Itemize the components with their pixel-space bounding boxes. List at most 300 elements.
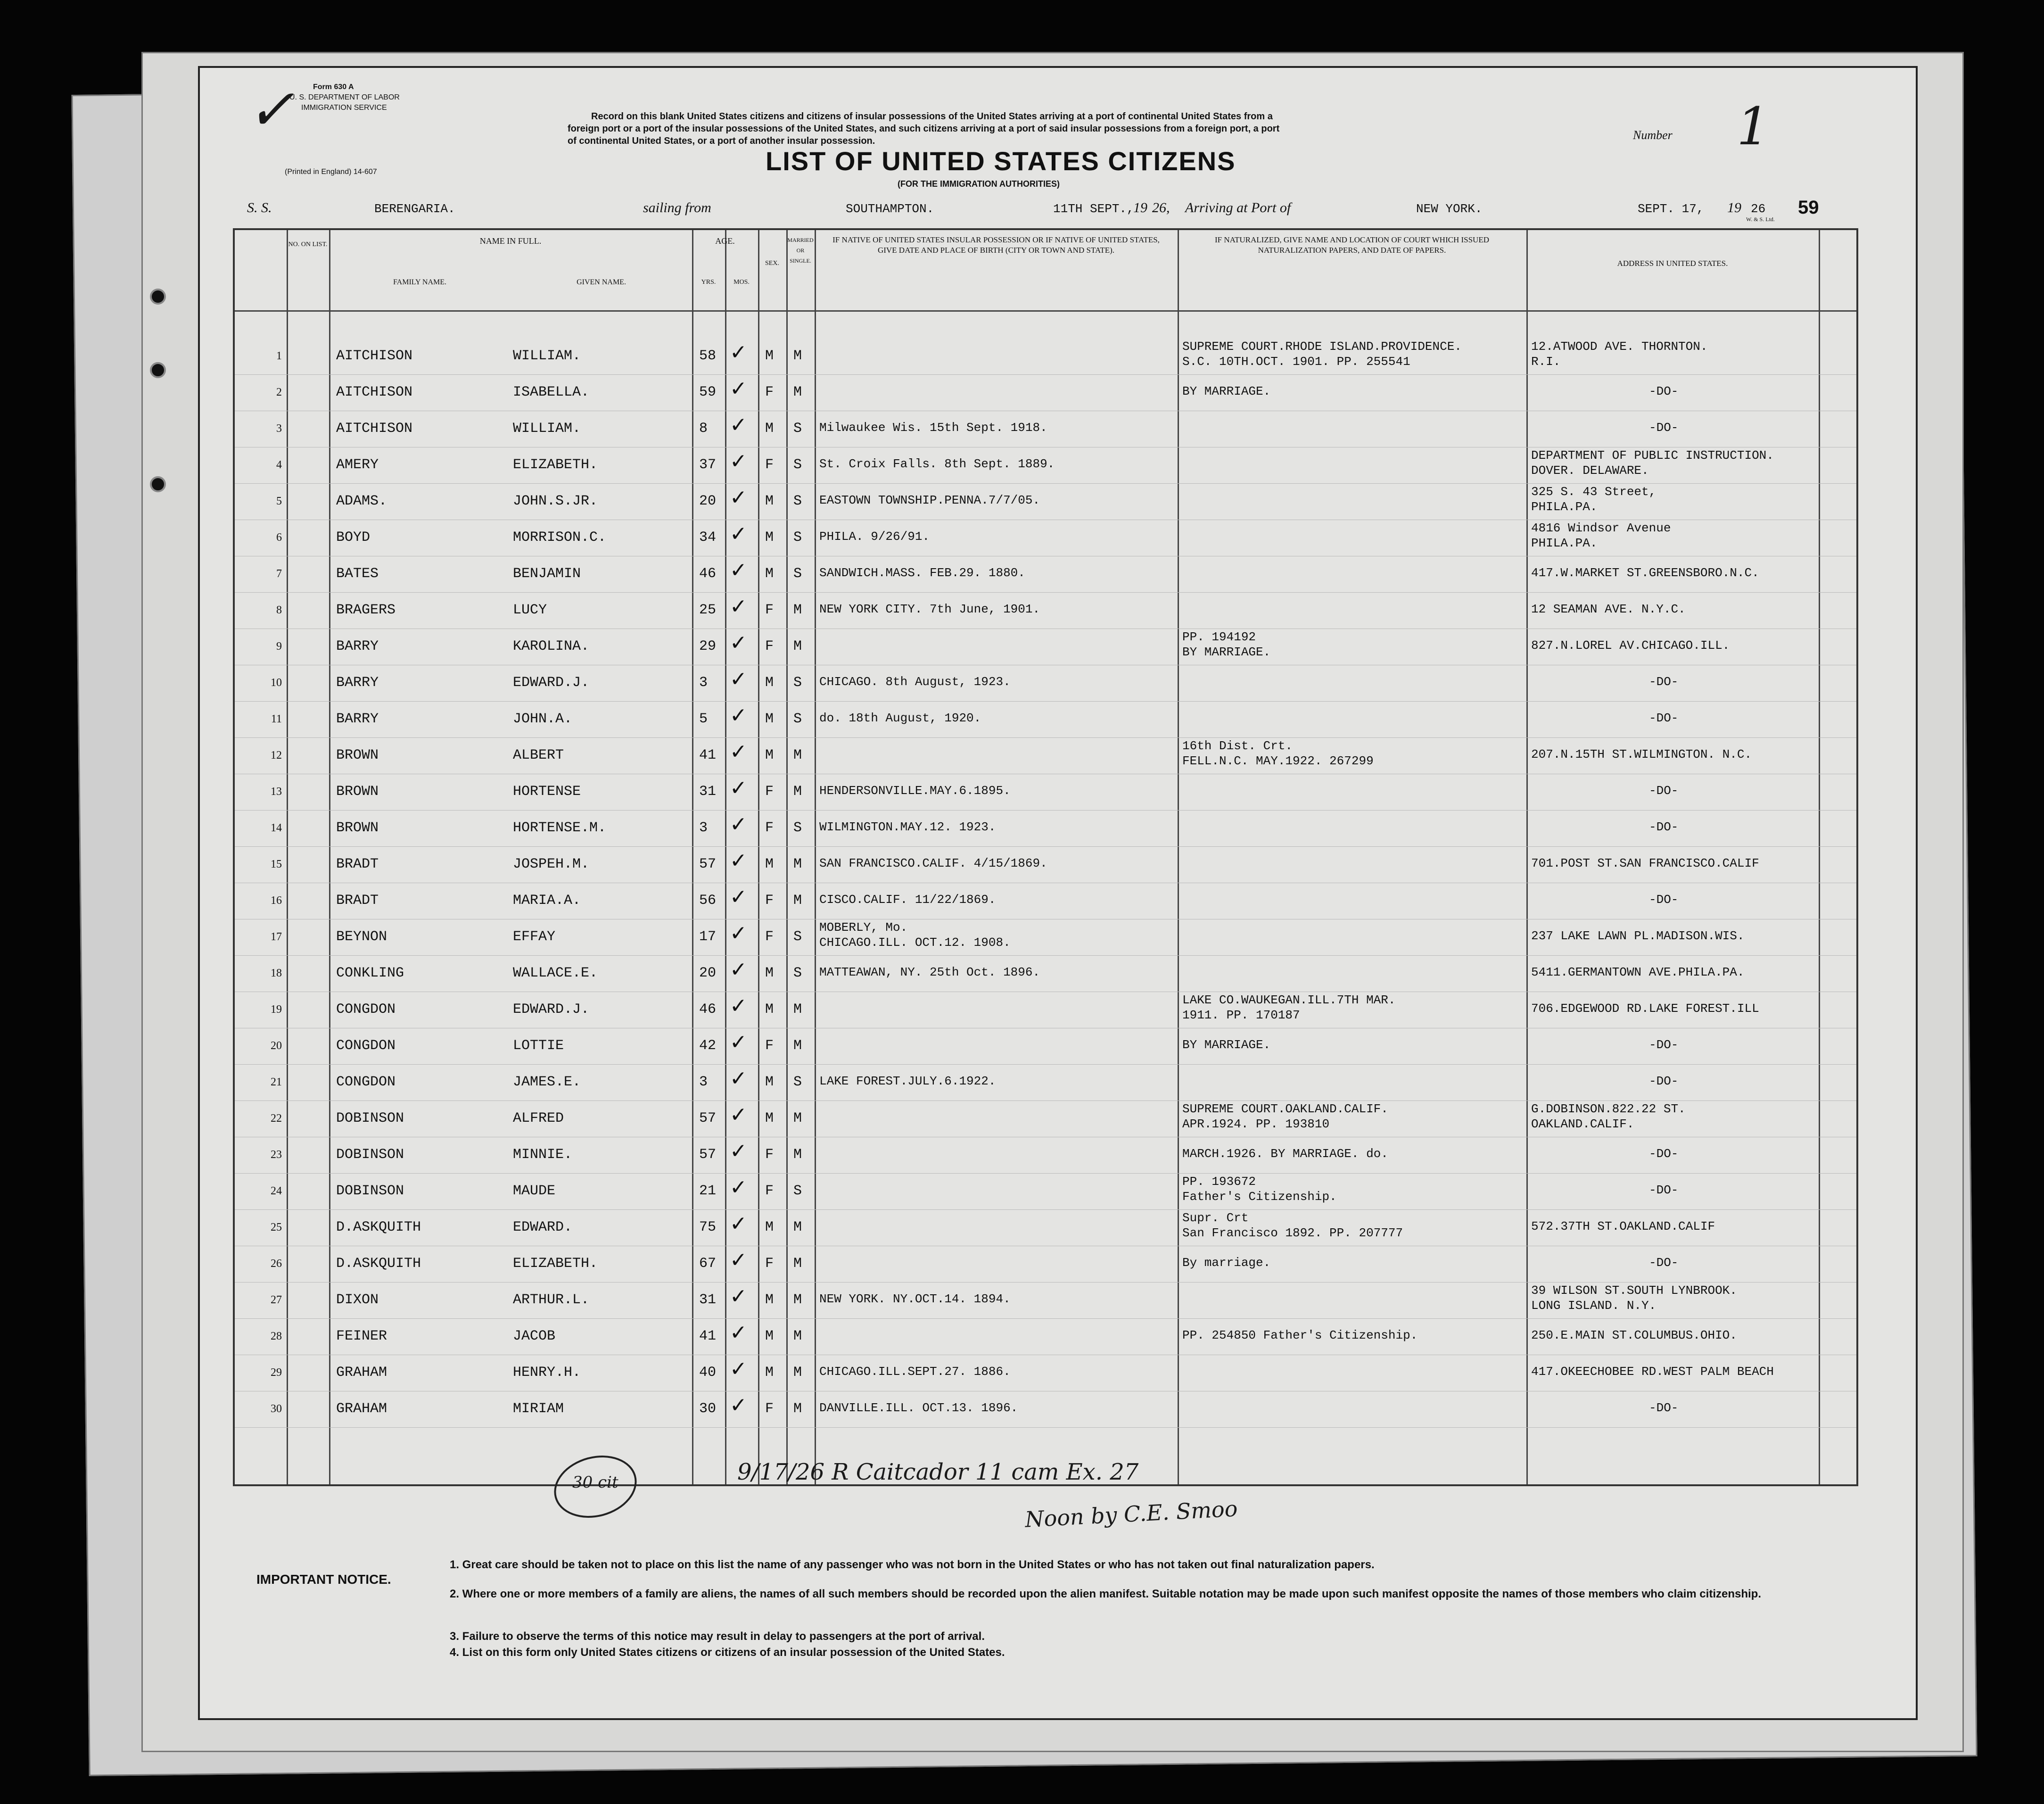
table-row: [235, 413, 1856, 452]
address: 207.N.15TH ST.WILMINGTON. N.C.: [1531, 747, 1752, 761]
family-name: BARRY: [336, 711, 379, 727]
given-name: MAUDE: [513, 1183, 556, 1199]
check-mark-icon: ✓: [730, 1248, 747, 1272]
family-name: CONGDON: [336, 1074, 396, 1090]
check-mark-icon: ✓: [730, 958, 747, 982]
number-value: 1: [1737, 96, 1770, 157]
given-name: WILLIAM.: [513, 348, 581, 364]
age-years: 31: [699, 784, 717, 800]
given-name: LUCY: [513, 602, 547, 618]
age-years: 30: [699, 1401, 717, 1417]
row-number: 15: [271, 858, 282, 870]
given-name: LOTTIE: [513, 1038, 564, 1054]
family-name: GRAHAM: [336, 1365, 387, 1381]
birth-place: WILMINGTON.MAY.12. 1923.: [819, 820, 996, 834]
age-years: 56: [699, 893, 717, 909]
col-age: AGE.: [715, 236, 735, 246]
marital-status: S: [793, 566, 802, 582]
given-name: JOSPEH.M.: [513, 856, 590, 872]
sex: F: [765, 929, 774, 945]
page-title: LIST OF UNITED STATES CITIZENS: [766, 146, 1236, 176]
marital-status: M: [793, 784, 802, 800]
check-mark-icon: ✓: [730, 558, 747, 582]
marital-status: M: [793, 638, 802, 654]
naturalization-1: 16th Dist. Crt.: [1182, 739, 1293, 753]
table-row: [235, 1393, 1856, 1432]
address: -DO-: [1649, 384, 1679, 398]
birth-place: HENDERSONVILLE.MAY.6.1895.: [819, 784, 1011, 798]
address: 12 SEAMAN AVE. N.Y.C.: [1531, 602, 1686, 616]
address: 701.POST ST.SAN FRANCISCO.CALIF: [1531, 856, 1759, 870]
check-mark-icon: ✓: [730, 1067, 747, 1091]
given-name: WALLACE.E.: [513, 965, 598, 981]
row-number: 14: [271, 822, 282, 834]
naturalization-1: PP. 193672: [1182, 1175, 1256, 1189]
given-name: JAMES.E.: [513, 1074, 581, 1090]
given-name: BENJAMIN: [513, 566, 581, 582]
table-row: [235, 1139, 1856, 1178]
address: -DO-: [1649, 675, 1679, 689]
given-name: MINNIE.: [513, 1147, 573, 1163]
table-row: [235, 377, 1856, 415]
birth-place: NEW YORK CITY. 7th June, 1901.: [819, 602, 1040, 616]
table-row: [235, 1069, 1856, 1105]
family-name: BRADT: [336, 893, 379, 909]
given-name: JOHN.A.: [513, 711, 573, 727]
check-mark-icon: ✓: [730, 1321, 747, 1345]
given-name: ELIZABETH.: [513, 457, 598, 473]
marital-status: M: [793, 384, 802, 400]
arrival-year-prefix: 19: [1727, 200, 1741, 215]
birth-place: St. Croix Falls. 8th Sept. 1889.: [819, 457, 1055, 471]
address-1: 39 WILSON ST.SOUTH LYNBROOK.: [1531, 1283, 1737, 1298]
family-name: AITCHISON: [336, 384, 413, 400]
given-name: JACOB: [513, 1328, 556, 1344]
address-2: PHILA.PA.: [1531, 536, 1598, 550]
age-years: 59: [699, 384, 717, 400]
row-number: 30: [271, 1403, 282, 1415]
check-mark-icon: ✓: [730, 1393, 747, 1417]
address: 417.W.MARKET ST.GREENSBORO.N.C.: [1531, 566, 1759, 580]
given-name: KAROLINA.: [513, 638, 590, 654]
check-mark-icon: ✓: [730, 340, 747, 364]
age-years: 75: [699, 1219, 717, 1235]
table-row: [235, 597, 1856, 633]
row-number: 13: [271, 786, 282, 798]
family-name: D.ASKQUITH: [336, 1256, 421, 1272]
sex: M: [765, 493, 774, 509]
row-number: 4: [276, 459, 282, 471]
family-name: BROWN: [336, 784, 379, 800]
check-mark-icon: ✓: [730, 994, 747, 1018]
row-number: 29: [271, 1366, 282, 1379]
marital-status: S: [793, 965, 802, 981]
table-row: [235, 1357, 1856, 1396]
address: -DO-: [1649, 1147, 1679, 1161]
address-1: 325 S. 43 Street,: [1531, 485, 1657, 499]
table-row: [235, 920, 1856, 960]
sailing-label: sailing from: [643, 200, 711, 215]
date-note: 9/17/26 R Caitcador 11 cam Ex. 27: [737, 1459, 1139, 1485]
given-name: JOHN.S.JR.: [513, 493, 598, 509]
age-years: 37: [699, 457, 717, 473]
given-name: MORRISON.C.: [513, 530, 607, 546]
manifest-table: [233, 228, 1858, 1486]
binder-hole: [150, 289, 166, 305]
sex: M: [765, 566, 774, 582]
row-number: 11: [271, 713, 282, 725]
check-mark-icon: ✓: [730, 522, 747, 546]
naturalization-2: APR.1924. PP. 193810: [1182, 1117, 1330, 1131]
age-years: 3: [699, 675, 708, 691]
sex: M: [765, 856, 774, 872]
age-years: 42: [699, 1038, 717, 1054]
birth-place: CHICAGO.ILL.SEPT.27. 1886.: [819, 1365, 1011, 1379]
given-name: EDWARD.: [513, 1219, 573, 1235]
sex: F: [765, 893, 774, 909]
row-number: 1: [276, 350, 282, 362]
count-note: 30 cit: [572, 1473, 618, 1492]
check-mark-icon: ✓: [730, 885, 747, 909]
naturalization-1: Supr. Crt: [1182, 1211, 1249, 1225]
address: 827.N.LOREL AV.CHICAGO.ILL.: [1531, 638, 1730, 653]
printed-note: (Printed in England) 14-607: [285, 168, 377, 176]
check-mark-icon: ✓: [730, 921, 747, 945]
age-years: 31: [699, 1292, 717, 1308]
address: -DO-: [1649, 1183, 1679, 1197]
family-name: FEINER: [336, 1328, 387, 1344]
table-row: [235, 1321, 1856, 1359]
check-mark-icon: ✓: [730, 703, 747, 728]
year-prefix: 19: [1133, 200, 1147, 215]
notice-3: 3. Failure to observe the terms of this notice may result in delay to passengers at the port of arrival.: [450, 1630, 985, 1643]
age-years: 67: [699, 1256, 717, 1272]
address-1: 12.ATWOOD AVE. THORNTON.: [1531, 339, 1708, 354]
marital-status: S: [793, 929, 802, 945]
check-mark-icon: ✓: [730, 1139, 747, 1163]
row-number: 3: [276, 422, 282, 435]
given-name: EFFAY: [513, 929, 556, 945]
given-name: HORTENSE.M.: [513, 820, 607, 836]
family-name: BRAGERS: [336, 602, 396, 618]
birth-place: Milwaukee Wis. 15th Sept. 1918.: [819, 421, 1047, 435]
manifest-rows: [235, 339, 1856, 1484]
marital-status: M: [793, 1401, 802, 1417]
marital-status: M: [793, 747, 802, 763]
marital-status: S: [793, 530, 802, 546]
sex: F: [765, 1038, 774, 1054]
row-number: 19: [271, 1003, 282, 1016]
naturalization-2: FELL.N.C. MAY.1922. 267299: [1182, 754, 1374, 768]
row-number: 6: [276, 531, 282, 544]
given-name: ELIZABETH.: [513, 1256, 598, 1272]
sex: F: [765, 1401, 774, 1417]
sex: M: [765, 1110, 774, 1126]
address: 5411.GERMANTOWN AVE.PHILA.PA.: [1531, 965, 1745, 979]
record-instructions-3: of continental United States, or a port of another insular possession.: [568, 136, 875, 146]
notice-heading: IMPORTANT NOTICE.: [256, 1572, 391, 1587]
naturalization: MARCH.1926. BY MARRIAGE. do.: [1182, 1147, 1388, 1161]
page-number: 59: [1798, 197, 1819, 218]
row-number: 21: [271, 1076, 282, 1088]
age-years: 57: [699, 856, 717, 872]
sex: F: [765, 638, 774, 654]
address: 250.E.MAIN ST.COLUMBUS.OHIO.: [1531, 1328, 1737, 1342]
table-row: [235, 521, 1856, 561]
form-number: Form 630 A: [313, 83, 354, 91]
marital-status: S: [793, 457, 802, 473]
age-years: 25: [699, 602, 717, 618]
address: -DO-: [1649, 421, 1679, 435]
address-2: R.I.: [1531, 355, 1561, 369]
row-number: 18: [271, 967, 282, 979]
family-name: BARRY: [336, 675, 379, 691]
family-name: ADAMS.: [336, 493, 387, 509]
check-mark-icon: ✓: [730, 1212, 747, 1236]
table-row: [235, 558, 1856, 597]
ss-label: S. S.: [247, 200, 272, 215]
naturalization: BY MARRIAGE.: [1182, 1038, 1271, 1052]
col-no: NO. ON LIST.: [288, 241, 328, 248]
age-years: 20: [699, 965, 717, 981]
table-row: [235, 812, 1856, 851]
birth-place: MOBERLY, Mo.: [819, 920, 908, 935]
sex: M: [765, 965, 774, 981]
sex: M: [765, 1365, 774, 1381]
given-name: ISABELLA.: [513, 384, 590, 400]
col-yrs: YRS.: [701, 279, 716, 286]
given-name: ARTHUR.L.: [513, 1292, 590, 1308]
check-mark-icon: ✓: [730, 631, 747, 655]
birth-place: do. 18th August, 1920.: [819, 711, 981, 725]
address: -DO-: [1649, 1038, 1679, 1052]
sex: M: [765, 530, 774, 546]
age-years: 40: [699, 1365, 717, 1381]
check-mark-icon: ✓: [730, 740, 747, 764]
marital-status: S: [793, 421, 802, 437]
col-naturalized: IF NATURALIZED, GIVE NAME AND LOCATION OF COURT WHICH ISSUED NATURALIZATION PAPERS, AND DATE OF PAPERS.: [1214, 235, 1489, 255]
sex: M: [765, 1292, 774, 1308]
department: U. S. DEPARTMENT OF LABOR: [289, 93, 400, 101]
col-married: MARRIED OR SINGLE.: [787, 237, 814, 264]
col-sex: SEX.: [765, 260, 779, 267]
row-number: 22: [271, 1112, 282, 1125]
age-years: 5: [699, 711, 708, 727]
row-number: 9: [276, 640, 282, 653]
col-mos: MOS.: [734, 279, 750, 286]
age-years: 41: [699, 1328, 717, 1344]
arrival-year: 26: [1751, 202, 1766, 216]
marital-status: S: [793, 675, 802, 691]
record-instructions-2: foreign port or a port of the insular possessions of the United States, and such citizens arriving at a port of said insular possessions from a foreign port, a port: [568, 124, 1280, 134]
birth-place: MATTEAWAN, NY. 25th Oct. 1896.: [819, 965, 1040, 979]
row-number: 25: [271, 1221, 282, 1233]
birth-place: EASTOWN TOWNSHIP.PENNA.7/7/05.: [819, 493, 1040, 507]
table-row: [235, 339, 1856, 379]
family-name: BATES: [336, 566, 379, 582]
address: -DO-: [1649, 820, 1679, 834]
address-1: G.DOBINSON.822.22 ST.: [1531, 1102, 1686, 1116]
sex: M: [765, 711, 774, 727]
sex: F: [765, 784, 774, 800]
family-name: BROWN: [336, 820, 379, 836]
marital-status: M: [793, 1328, 802, 1344]
record-instructions-1: Record on this blank United States citizens and citizens of insular possessions of the United States arriving at a port of continental United States from a: [591, 111, 1273, 122]
row-number: 7: [276, 568, 282, 580]
marital-status: M: [793, 1219, 802, 1235]
family-name: DOBINSON: [336, 1183, 404, 1199]
table-row: [235, 1248, 1856, 1287]
marital-status: M: [793, 1292, 802, 1308]
family-name: BROWN: [336, 747, 379, 763]
table-row: [235, 1175, 1856, 1214]
given-name: HORTENSE: [513, 784, 581, 800]
marital-status: M: [793, 348, 802, 364]
family-name: BRADT: [336, 856, 379, 872]
check-mark-icon: ✓: [730, 812, 747, 836]
marital-status: S: [793, 493, 802, 509]
row-number: 23: [271, 1149, 282, 1161]
family-name: AITCHISON: [336, 421, 413, 437]
naturalization-1: SUPREME COURT.RHODE ISLAND.PROVIDENCE.: [1182, 339, 1462, 354]
marital-status: S: [793, 1183, 802, 1199]
ship-name: BERENGARIA.: [374, 202, 455, 216]
check-mark-icon: ✓: [730, 486, 747, 510]
sex: F: [765, 1256, 774, 1272]
table-row: [235, 885, 1856, 924]
age-years: 21: [699, 1183, 717, 1199]
given-name: EDWARD.J.: [513, 675, 590, 691]
inspector-signature: Noon by C.E. Smoo: [1024, 1496, 1238, 1532]
row-number: 5: [276, 495, 282, 507]
row-number: 26: [271, 1258, 282, 1270]
family-name: D.ASKQUITH: [336, 1219, 421, 1235]
address: 706.EDGEWOOD RD.LAKE FOREST.ILL: [1531, 1001, 1759, 1016]
sex: M: [765, 675, 774, 691]
row-number: 10: [271, 677, 282, 689]
given-name: ALBERT: [513, 747, 564, 763]
col-name: NAME IN FULL.: [479, 236, 542, 246]
family-name: BOYD: [336, 530, 371, 546]
naturalization: By marriage.: [1182, 1256, 1271, 1270]
table-row: [235, 448, 1856, 488]
notice-1: 1. Great care should be taken not to place on this list the name of any passenger who was not born in the United States or who has not taken out final naturalization papers.: [450, 1558, 1375, 1571]
age-years: 57: [699, 1110, 717, 1126]
address: -DO-: [1649, 1401, 1679, 1415]
check-mark-icon: ✓: [730, 377, 747, 401]
table-row: [235, 849, 1856, 887]
sex: M: [765, 421, 774, 437]
address: -DO-: [1649, 893, 1679, 907]
col-given: GIVEN NAME.: [577, 278, 626, 286]
check-mark-icon: ✓: [730, 595, 747, 619]
naturalization-2: Father's Citizenship.: [1182, 1190, 1337, 1204]
address: -DO-: [1649, 711, 1679, 725]
sex: F: [765, 602, 774, 618]
sex: F: [765, 457, 774, 473]
sex: M: [765, 1074, 774, 1090]
birth-place-2: CHICAGO.ILL. OCT.12. 1908.: [819, 935, 1011, 950]
manifest-page: [198, 66, 1918, 1720]
given-name: EDWARD.J.: [513, 1001, 590, 1018]
naturalization-1: LAKE CO.WAUKEGAN.ILL.7TH MAR.: [1182, 993, 1396, 1007]
age-years: 17: [699, 929, 717, 945]
age-years: 57: [699, 1147, 717, 1163]
row-number: 17: [271, 931, 282, 943]
given-name: WILLIAM.: [513, 421, 581, 437]
age-years: 58: [699, 348, 717, 364]
naturalization: BY MARRIAGE.: [1182, 384, 1271, 398]
check-mark-icon: ✓: [730, 849, 747, 873]
check-mark-icon: ✓: [730, 667, 747, 691]
sex: M: [765, 1219, 774, 1235]
address-2: LONG ISLAND. N.Y.: [1531, 1299, 1657, 1313]
table-row: [235, 485, 1856, 524]
row-number: 8: [276, 604, 282, 616]
family-name: CONKLING: [336, 965, 404, 981]
naturalization-2: 1911. PP. 170187: [1182, 1008, 1300, 1022]
table-row: [235, 993, 1856, 1033]
marital-status: S: [793, 820, 802, 836]
sex: F: [765, 1147, 774, 1163]
family-name: DIXON: [336, 1292, 379, 1308]
check-mark-icon: ✓: [730, 449, 747, 473]
address-2: PHILA.PA.: [1531, 500, 1598, 514]
notice-2: 2. Where one or more members of a family are aliens, the names of all such members should be recorded upon the alien manifest. Suitable notation may be made upon such manifest opposite the names of those members who claim citizenship.: [450, 1588, 1761, 1600]
table-row: [235, 776, 1856, 815]
table-row: [235, 739, 1856, 778]
row-number: 27: [271, 1294, 282, 1306]
row-number: 16: [271, 894, 282, 907]
age-years: 46: [699, 566, 717, 582]
binder-hole: [150, 476, 166, 492]
family-name: DOBINSON: [336, 1147, 404, 1163]
marital-status: M: [793, 1365, 802, 1381]
age-years: 20: [699, 493, 717, 509]
sex: F: [765, 384, 774, 400]
check-mark-icon: ✓: [730, 776, 747, 800]
birth-place: NEW YORK. NY.OCT.14. 1894.: [819, 1292, 1011, 1306]
marital-status: S: [793, 711, 802, 727]
birth-place: PHILA. 9/26/91.: [819, 530, 930, 544]
row-number: 12: [271, 749, 282, 761]
sailing-from: SOUTHAMPTON.: [846, 202, 934, 216]
notice-4: 4. List on this form only United States citizens or citizens of an insular possession of the United States.: [450, 1646, 1005, 1659]
marital-status: M: [793, 1256, 802, 1272]
birth-place: LAKE FOREST.JULY.6.1922.: [819, 1074, 996, 1088]
naturalization-2: S.C. 10TH.OCT. 1901. PP. 255541: [1182, 355, 1410, 369]
col-birth: IF NATIVE OF UNITED STATES INSULAR POSSESSION OR IF NATIVE OF UNITED STATES, GIVE DATE AND PLACE OF BIRTH (CITY OR TOWN AND STATE).: [832, 235, 1160, 255]
family-name: CONGDON: [336, 1038, 396, 1054]
family-name: GRAHAM: [336, 1401, 387, 1417]
sex: F: [765, 1183, 774, 1199]
birth-place: DANVILLE.ILL. OCT.13. 1896.: [819, 1401, 1018, 1415]
age-years: 3: [699, 820, 708, 836]
age-years: 46: [699, 1001, 717, 1018]
family-name: AMERY: [336, 457, 379, 473]
given-name: MIRIAM: [513, 1401, 564, 1417]
check-mark-icon: ✓: [730, 1284, 747, 1308]
naturalization-2: BY MARRIAGE.: [1182, 645, 1271, 659]
col-address: ADDRESS IN UNITED STATES.: [1617, 259, 1728, 268]
address-2: DOVER. DELAWARE.: [1531, 463, 1649, 478]
table-row: [235, 1211, 1856, 1250]
sex: M: [765, 747, 774, 763]
birth-place: SANDWICH.MASS. FEB.29. 1880.: [819, 566, 1025, 580]
page-subtitle: (FOR THE IMMIGRATION AUTHORITIES): [898, 179, 1060, 189]
address: 572.37TH ST.OAKLAND.CALIF: [1531, 1219, 1715, 1233]
birth-place: CHICAGO. 8th August, 1923.: [819, 675, 1011, 689]
